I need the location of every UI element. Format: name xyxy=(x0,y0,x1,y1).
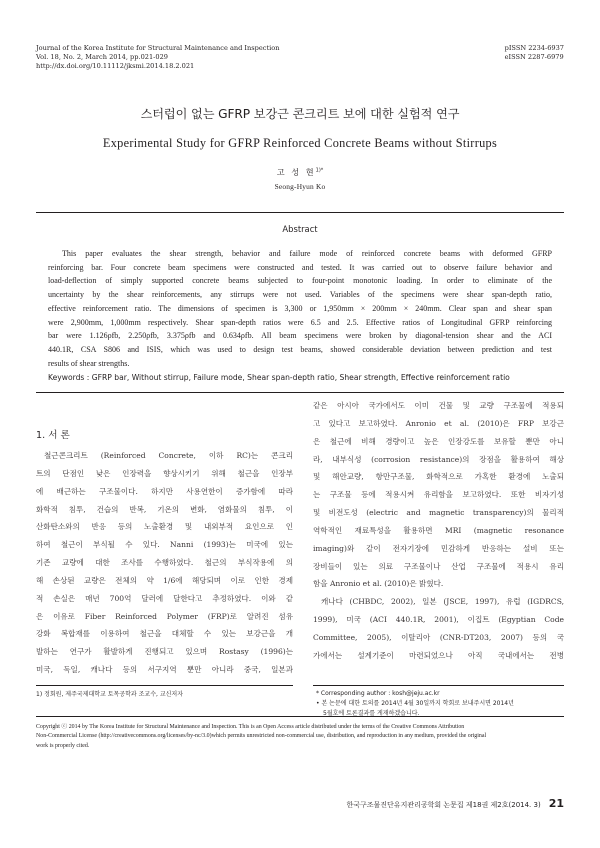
author-english: Seong-Hyun Ko xyxy=(274,182,326,191)
body-text-line: 같은 아시아 국가에서도 이미 건물 및 교량 구조물에 적용되 xyxy=(313,401,564,410)
body-text-line: 기존 교량에 대한 조사를 수행하였다. 철근의 부식작용에 의 xyxy=(36,558,293,568)
body-text-line: 고 있다고 보고하였다. Anronio et al. (2010)은 FRP 보강근 xyxy=(313,418,564,428)
title-korean: 스터럽이 없는 GFRP 보강근 콘크리트 보에 대한 실험적 연구 xyxy=(140,107,460,121)
abstract-line: reinforcing bar. Four concrete beam specimens were constructed and tested. It was carried out to observe failure behavior and xyxy=(48,262,552,272)
body-text-line: 은 철근에 비해 경량이고 높은 인장강도를 보유할 뿐만 아니 xyxy=(313,436,564,446)
body-text-line: Committee, 2005), 이탈리아 (CNR-DT203, 2007) 등의 국 xyxy=(313,632,564,642)
copyright-line: work is properly cited. xyxy=(36,742,90,749)
body-text-line: 산화탄소와의 반응 등의 노출환경 및 내외부적 요인으로 인 xyxy=(36,522,293,532)
author-korean-name: 고 성 현 xyxy=(276,167,316,177)
footnote-rule-right xyxy=(313,685,564,686)
body-text-line: 및 비전도성 (electric and magnetic transparency)의 물리적 xyxy=(313,508,564,518)
body-text-line: 장비들이 있는 의료 구조물이나 산업 구조물에 적용시 유리 xyxy=(313,561,564,571)
keywords: Keywords : GFRP bar, Without stirrup, Failure mode, Shear span-depth ratio, Shear strength, Effective reinforcement ratio xyxy=(48,373,510,382)
author-korean xyxy=(0,167,600,178)
body-right-column xyxy=(313,397,564,665)
pissn: pISSN 2234-6937 xyxy=(504,44,564,52)
footnote-author: 1) 정회원, 제주국제대학교 토목공학과 조교수, 교신저자 xyxy=(36,691,184,698)
body-text-line: 화학적 침투, 건습의 반복, 기온의 변화, 염화물의 침투, 이 xyxy=(36,504,293,514)
body-text-line: 함을 Anronio et al. (2010)은 밝혔다. xyxy=(313,579,444,589)
footnote-right xyxy=(316,689,514,719)
body-text-line: 하여 철근이 부식될 수 있다. Nanni (1993)는 미국에 있는 xyxy=(36,540,293,550)
abstract-line: bar were 1.126ρfb, 2.250ρfb, 3.375ρfb and 0.634ρfb. All beam specimens were broken by diagonal-tension shear and the ACI xyxy=(48,331,552,341)
author-mark: 1)* xyxy=(315,167,324,174)
body-text-line: 은 이유로 Fiber Reinforced Polymer (FRP)로 알려진 섬유 xyxy=(36,611,293,621)
body-left-column xyxy=(36,447,293,679)
page-number: 21 xyxy=(548,797,564,810)
body-text-line: 는 구조물 등에 적용시켜 유리함을 보고하였다. 또한 비자기성 xyxy=(313,490,564,500)
copyright-rule xyxy=(36,716,564,717)
body-text-line: 에 배근하는 구조물이다. 하지만 사용연한이 증가함에 따라 xyxy=(36,486,293,496)
abstract-top-rule xyxy=(36,212,564,213)
body-text-line: 강화 복합재를 이용하여 철근을 대체할 수 있는 보강근을 개 xyxy=(36,629,293,639)
body-text-line: 적 손실은 매년 700억 달러에 달한다고 추정하였다. 이와 같 xyxy=(36,593,293,603)
journal-volume: Vol. 18, No. 2, March 2014, pp.021-029 xyxy=(36,53,168,61)
copyright-line: Non-Commercial License (http://creativecommons.org/licenses/by-nc/3.0)which permits unrestricted non-commercial use, distribution, and reproduction in any medium, provided the original xyxy=(36,733,487,740)
body-text-line: 1999), 미국 (ACI 440.1R, 2001), 이집트 (Egyptian Code xyxy=(313,615,564,625)
discussion-note-cont: 5월호에 토론결과를 게재하겠습니다. xyxy=(323,710,420,717)
abstract-bottom-rule xyxy=(36,392,564,393)
body-text-line: 가에서는 설계기준이 마련되었으나 아직 국내에서는 전병 xyxy=(313,650,564,660)
abstract-line: This paper evaluates the shear strength, behavior and failure mode of reinforced concrete beams with deformed GFRP xyxy=(62,249,552,258)
abstract-heading: Abstract xyxy=(282,224,318,234)
body-text-line: 발하는 연구가 활발하게 진행되고 있으며 Rostasy (1996)는 xyxy=(36,647,293,657)
abstract-line: results of shear strengths. xyxy=(48,358,130,368)
abstract-line: were 2,900mm, 1,000mm respectively. Shear span-depth ratios were 6.5 and 2.5. Effective ratios of Longitudinal GFRP reinforcing xyxy=(48,317,552,327)
body-text-line: 미국, 독일, 캐나다 등의 서구지역 뿐만 아니라 중국, 일본과 xyxy=(36,665,293,675)
body-text-line: 역학적인 재료특성을 활용하면 MRI (magnetic resonance xyxy=(313,525,564,535)
abstract-body xyxy=(48,247,552,370)
body-text-line: 해 손상된 교량은 전체의 약 1/6에 해당되며 이로 인한 경제 xyxy=(36,575,293,585)
section-heading: 1. 서 론 xyxy=(36,430,70,441)
body-text-line: 및 해안교량, 항만구조물, 화학적으로 가혹한 환경에 노출되 xyxy=(313,472,564,482)
corresponding-author: * Corresponding author : kosh@jeju.ac.kr xyxy=(316,690,440,697)
title-english: Experimental Study for GFRP Reinforced Concrete Beams without Stirrups xyxy=(102,136,498,150)
journal-name: Journal of the Korea Institute for Structural Maintenance and Inspection xyxy=(36,44,280,52)
abstract-line: effective reinforcement ratio. The dimensions of specimen is 3,300 or 1,950mm × 200mm × 240mm. Clear span and shear span xyxy=(48,303,552,313)
copyright-notice xyxy=(36,723,564,751)
body-text-line: imaging)와 같이 전자기장에 민감하게 반응하는 설비 또는 xyxy=(313,543,564,553)
abstract-line: uncertainty by the shear reinforcements, any stirrups were not used. Variables of the specimens were shear span-depth ratio, xyxy=(48,290,552,300)
journal-header xyxy=(36,44,279,71)
abstract-line: load-deflection of simply supported concrete beams subjected to four-point monotonic loading. In order to eliminate of the xyxy=(48,276,552,286)
abstract-line: 440.1R, CSA S806 and ISIS, which was used to design test beams, showed considerable deviation between prediction and test xyxy=(48,344,552,354)
body-text-line: 철근콘크리트 (Reinforced Concrete, 이하 RC)는 콘크리 xyxy=(44,451,293,460)
eissn: eISSN 2287-6979 xyxy=(504,53,564,61)
issn-block xyxy=(505,44,564,62)
body-text-line: 캐나다 (CHBDC, 2002), 일본 (JSCE, 1997), 유럽 (IGDRCS, xyxy=(321,597,564,607)
body-text-line: 트의 단점인 낮은 인장력을 향상시키기 위해 철근을 인장부 xyxy=(36,468,293,478)
doi-link[interactable]: http://dx.doi.org/10.11112/jksmi.2014.18.2.021 xyxy=(36,62,195,70)
discussion-note: • 본 논문에 대한 토의를 2014년 4월 30일까지 학회로 보내주시면 2014년 xyxy=(316,700,514,707)
page-footer xyxy=(346,797,564,810)
body-text-line: 라, 내부식성 (corrosion resistance)의 장점을 활용하여 해상 xyxy=(313,454,564,464)
footer-journal: 한국구조물진단유지관리공학회 논문집 제18권 제2호(2014. 3) xyxy=(346,801,541,809)
footnote-rule-left xyxy=(36,685,293,686)
copyright-line: Copyright ⓒ 2014 by The Korea Institute for Structural Maintenance and Inspection. This is an Open Access article distributed under the terms of the Creative Commons Attribution xyxy=(36,724,465,730)
